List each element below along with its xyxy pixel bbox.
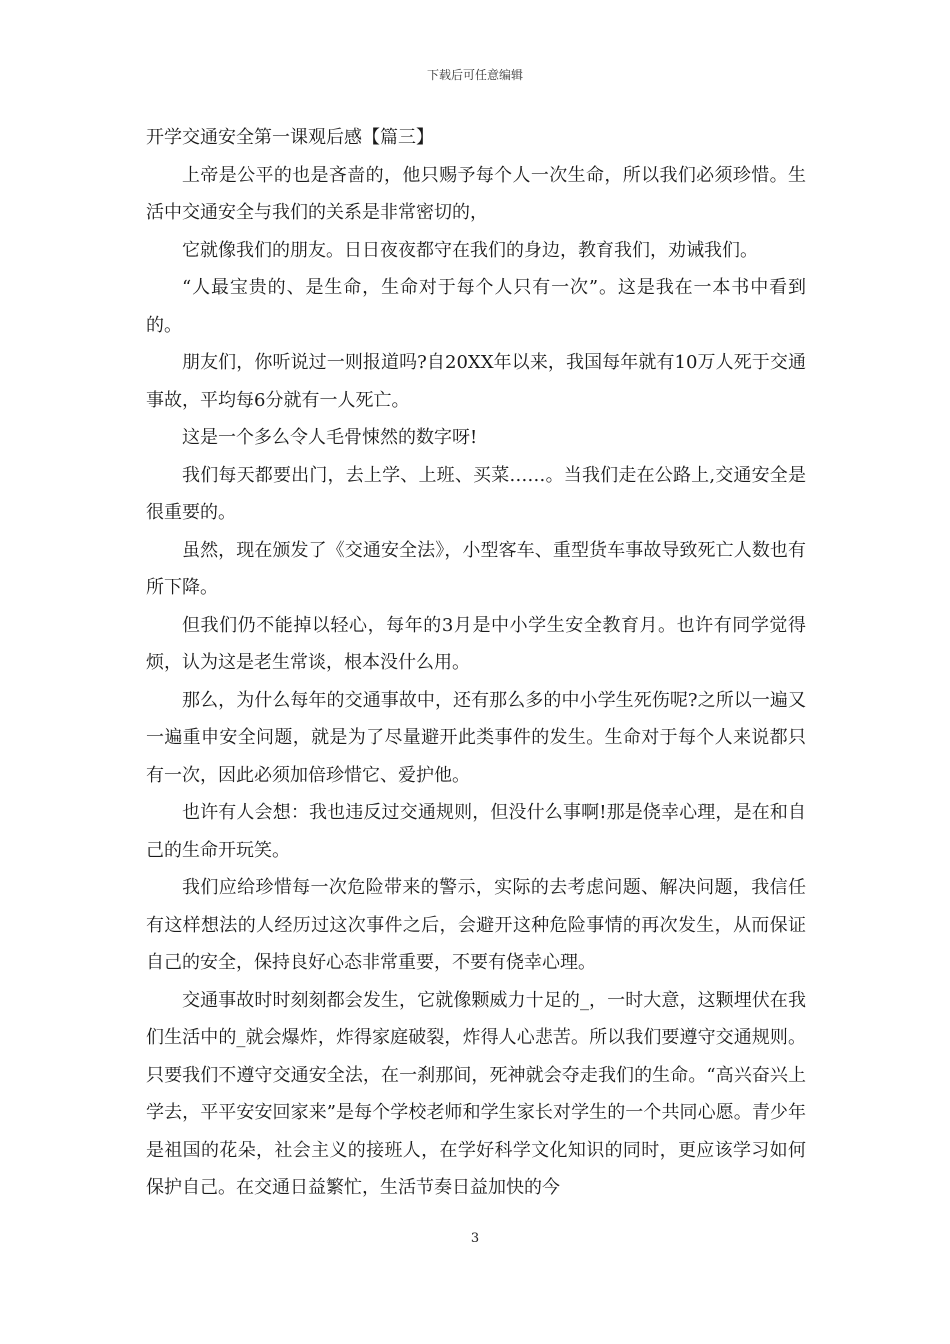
paragraph: 也许有人会想：我也违反过交通规则，但没什么事啊!那是侥幸心理，是在和自己的生命开玩笑。 xyxy=(146,802,806,861)
document-body xyxy=(146,119,806,1207)
page-header: 下载后可任意编辑 xyxy=(426,68,523,82)
paragraph: 我们应给珍惜每一次危险带来的警示，实际的去考虑问题、解决问题，我信任有这样想法的人经历过这次事件之后，会避开这种危险事情的再次发生，从而保证自己的安全，保持良好心态非常重要，不要有侥幸心理。 xyxy=(146,877,806,973)
paragraph: 它就像我们的朋友。日日夜夜都守在我们的身边，教育我们，劝诫我们。 xyxy=(182,239,758,261)
paragraph: 但我们仍不能掉以轻心，每年的3月是中小学生安全教育月。也许有同学觉得烦，认为这是老生常谈，根本没什么用。 xyxy=(146,614,806,673)
paragraph: 朋友们，你听说过一则报道吗?自20XX年以来，我国每年就有10万人死于交通事故，平均每6分就有一人死亡。 xyxy=(146,352,806,411)
paragraph: 交通事故时时刻刻都会发生，它就像颗威力十足的_，一时大意，这颗埋伏在我们生活中的_就会爆炸，炸得家庭破裂，炸得人心悲苦。所以我们要遵守交通规则。只要我们不遵守交通安全法，在一刹那间，死神就会夺走我们的生命。“高兴奋兴上学去，平平安安回家来”是每个学校老师和学生家长对学生的一个共同心愿。青少年是祖国的花朵，社会主义的接班人，在学好科学文化知识的同时，更应该学习如何保护自己。在交通日益繁忙，生活节奏日益加快的今 xyxy=(146,989,806,1198)
paragraph: 这是一个多么令人毛骨悚然的数字呀! xyxy=(182,427,478,448)
paragraph: 那么，为什么每年的交通事故中，还有那么多的中小学生死伤呢?之所以一遍又一遍重申安全问题，就是为了尽量避开此类事件的发生。生命对于每个人来说都只有一次，因此必须加倍珍惜它、爱护他。 xyxy=(146,689,806,786)
paragraph: “人最宝贵的、是生命，生命对于每个人只有一次”。这是我在一本书中看到的。 xyxy=(146,277,806,336)
paragraph: 上帝是公平的也是吝啬的，他只赐予每个人一次生命，所以我们必须珍惜。生活中交通安全与我们的关系是非常密切的， xyxy=(146,164,806,223)
page-number: 3 xyxy=(470,1231,480,1246)
paragraph: 我们每天都要出门，去上学、上班、买菜……。当我们走在公路上,交通安全是很重要的。 xyxy=(146,464,806,523)
paragraph: 虽然，现在颁发了《交通安全法》，小型客车、重型货车事故导致死亡人数也有所下降。 xyxy=(146,539,806,598)
document-title: 开学交通安全第一课观后感【篇三】 xyxy=(146,127,434,148)
